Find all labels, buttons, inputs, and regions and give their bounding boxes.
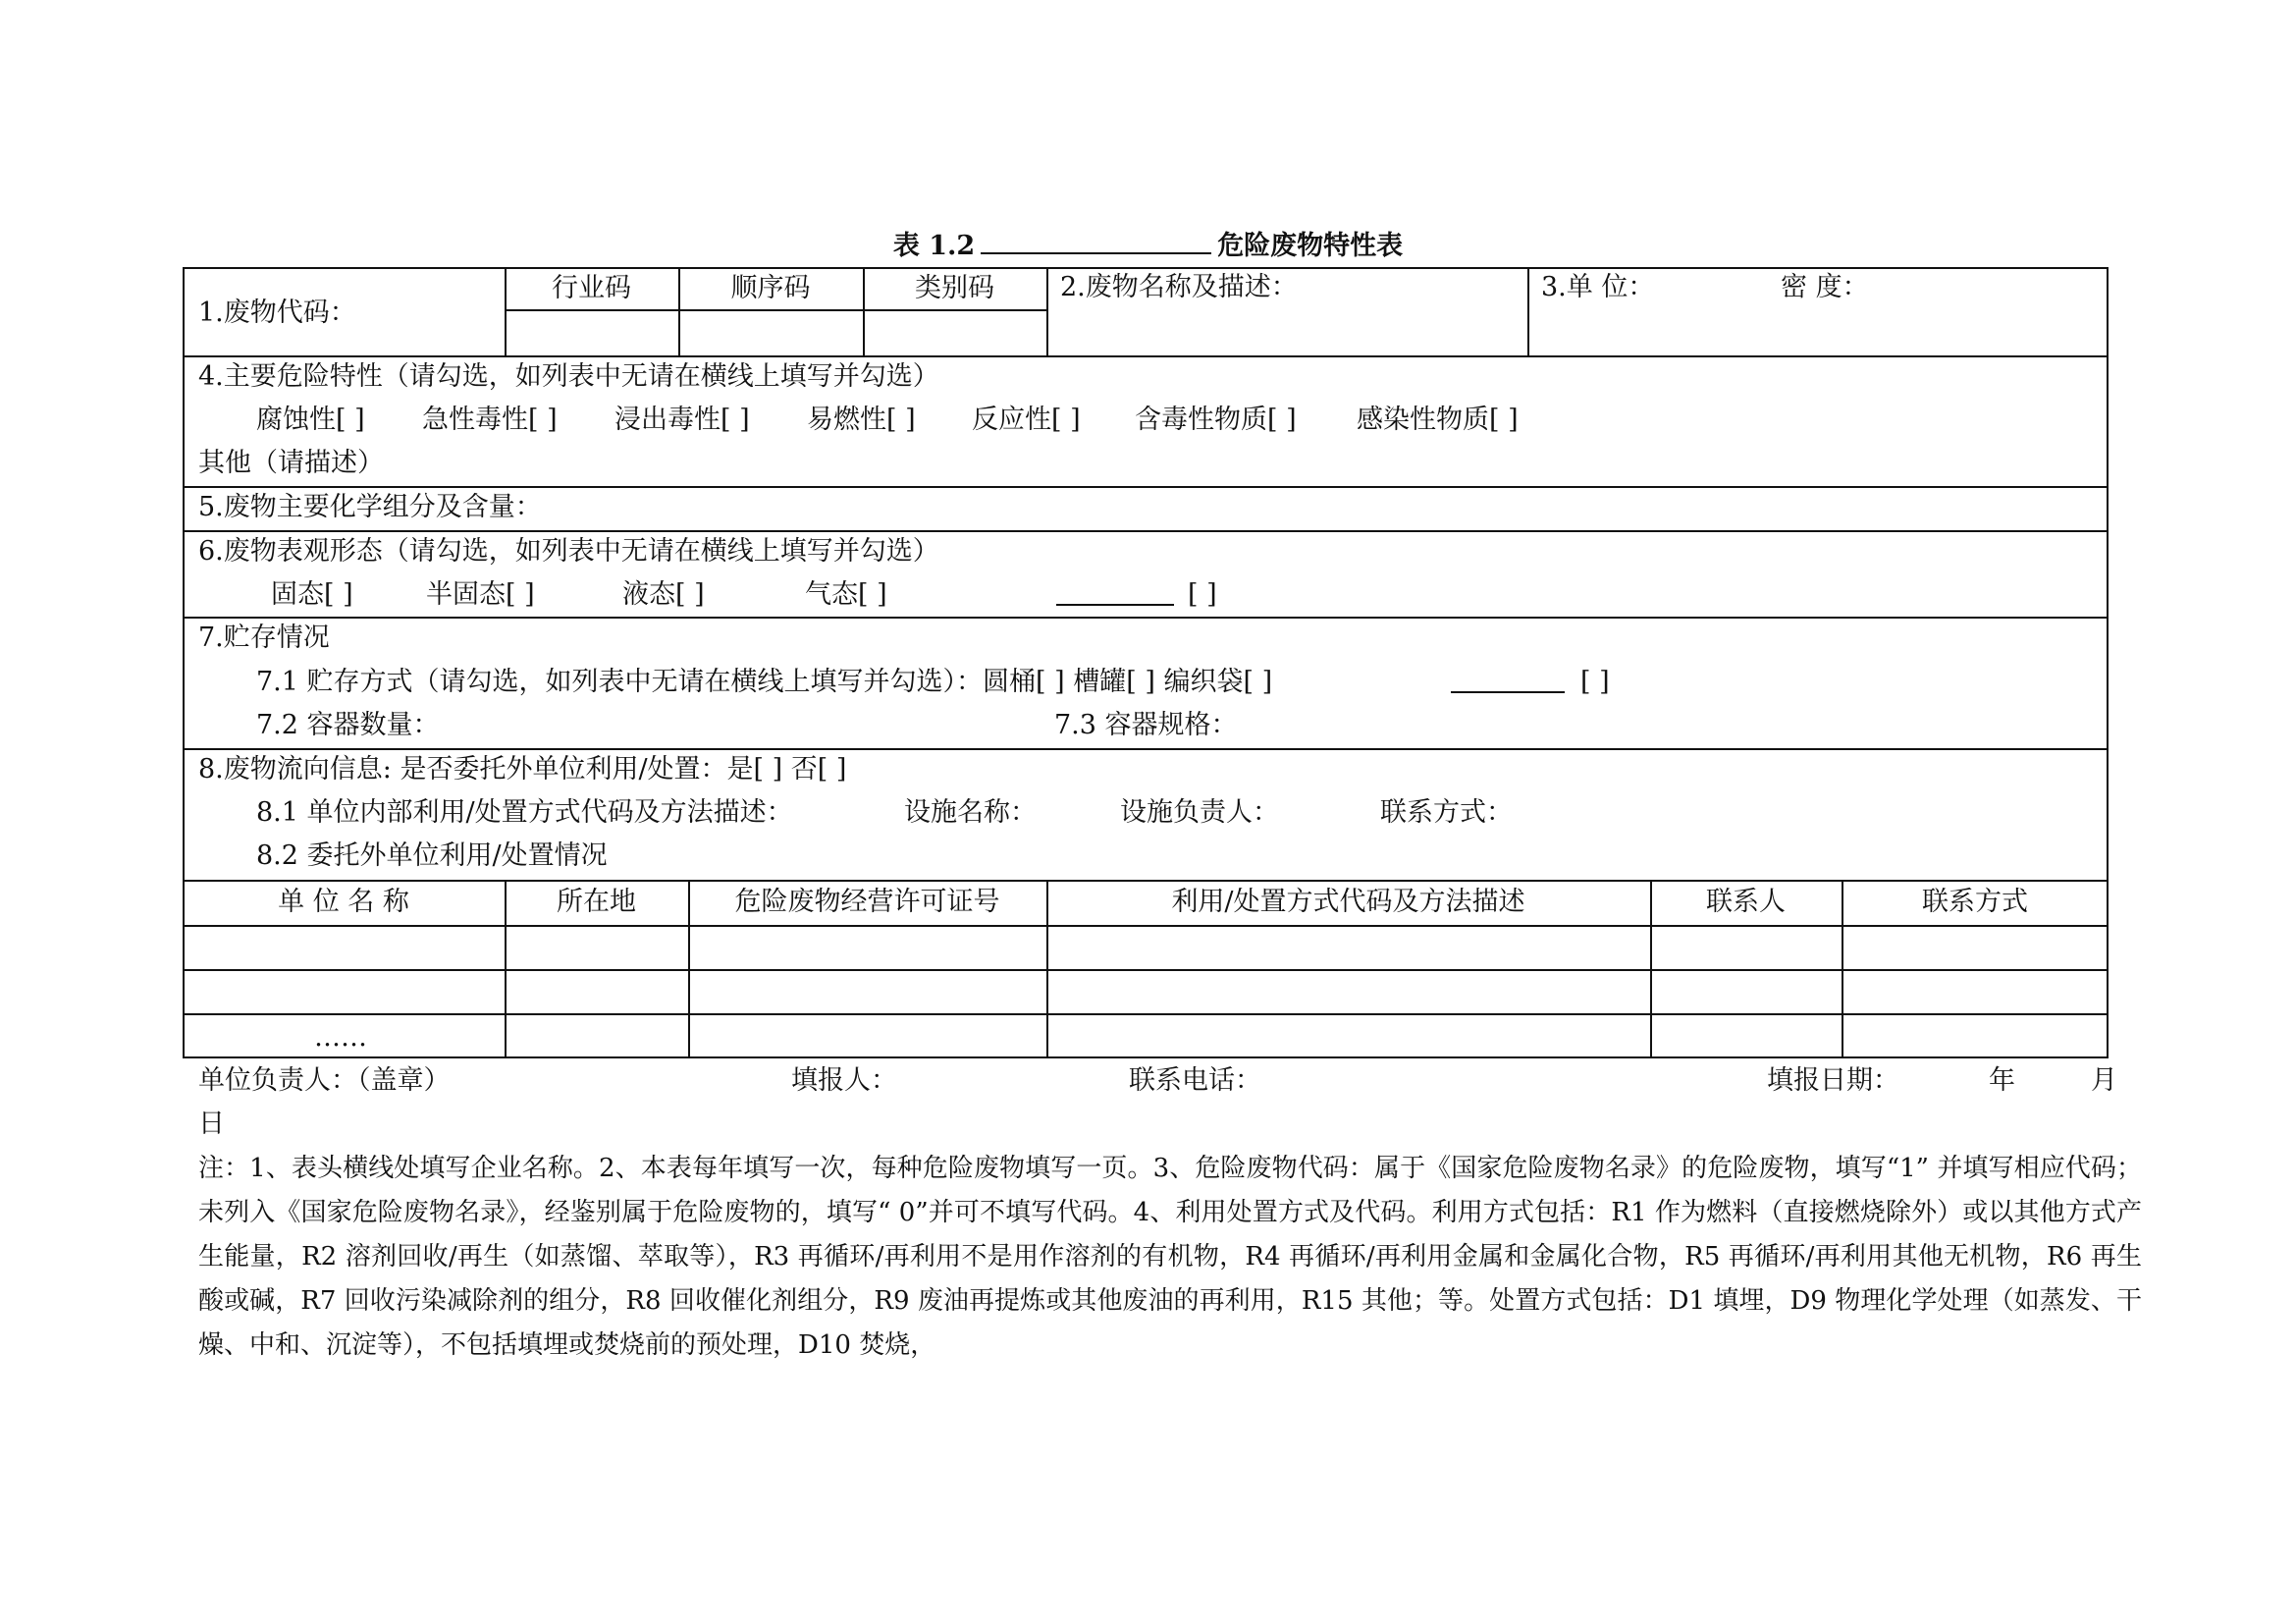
sequence-code-header: 顺序码	[730, 273, 811, 303]
storage-heading: 7.贮存情况	[198, 623, 330, 653]
hazard-option[interactable]: 反应性[ ]	[972, 405, 1081, 435]
form-option[interactable]: 气态[ ]	[805, 579, 887, 610]
outsourced-heading: 8.2 委托外单位利用/处置情况	[256, 840, 608, 871]
table-header: 危险废物经营许可证号	[734, 887, 1000, 917]
hazard-option[interactable]: 腐蚀性[ ]	[256, 405, 365, 435]
phone-label: 联系电话：	[1129, 1065, 1261, 1096]
storage-method-line: 7.1 贮存方式（请勾选，如列表中无请在横线上填写并勾选）：圆桶[ ] 槽罐[ ] 编织袋[ ]	[256, 667, 1273, 697]
hazard-option[interactable]: 易燃性[ ]	[807, 405, 916, 435]
form-option[interactable]: 固态[ ]	[271, 579, 353, 610]
table-header: 利用/处置方式代码及方法描述	[1171, 887, 1525, 917]
day-label: 日	[198, 1109, 225, 1139]
border-right	[2107, 267, 2109, 1058]
hazard-option[interactable]: 急性毒性[ ]	[422, 405, 558, 435]
form-other-checkbox[interactable]: [ ]	[1188, 579, 1217, 610]
row-line	[183, 355, 2109, 357]
storage-other-blank[interactable]	[1451, 668, 1565, 700]
border-top	[183, 267, 2109, 269]
density-label: 密 度：	[1781, 272, 1869, 302]
form-option[interactable]: 液态[ ]	[622, 579, 705, 610]
title-prefix: 表 1.2	[892, 231, 976, 261]
month-label: 月	[2091, 1065, 2117, 1096]
table-header: 联系人	[1706, 887, 1786, 917]
form-other-blank[interactable]	[1056, 580, 1174, 613]
container-spec-label: 7.3 容器规格：	[1054, 710, 1238, 740]
row-line	[183, 969, 2109, 971]
hazard-option[interactable]: 浸出毒性[ ]	[614, 405, 750, 435]
filler-label: 填报人：	[791, 1065, 897, 1096]
table-header: 单 位 名 称	[278, 887, 409, 917]
notes-paragraph: 注：1、表头横线处填写企业名称。2、本表每年填写一次，每种危险废物填写一页。3、危险废物代码：属于《国家危险废物名录》的危险废物，填写“1” 并填写相应代码；未列入《国家危险废物名录》，经鉴别属于危险废物的，填写“ 0”并可不填写代码。4、利用处置方式及代码。利用方式包括：R1 作为燃料（直接燃烧除外）或以其他方式产生能量，R2 溶剂回收/再生（如蒸馏、萃取等），R3 再循环/再利用不是用作溶剂的有机物，R4 再循环/再利用金属和金属化合物，R5 再循环/再利用其他无机物，R6 再生酸或碱，R7 回收污染减除剂的组分，R8 回收催化剂组分，R9 废油再提炼或其他废油的再利用，R15 其他；等。处置方式包括：D1 填埋，D9 物理化学处理（如蒸发、干燥、中和、沉淀等），不包括填埋或焚烧前的预处理，D10 焚烧，	[198, 1154, 2142, 1360]
waste-code-label: 1.废物代码：	[198, 298, 356, 328]
hazard-other: 其他（请描述）	[198, 448, 384, 478]
contact-label: 联系方式：	[1380, 797, 1513, 828]
chemical-composition-label: 5.废物主要化学组分及含量：	[198, 492, 542, 522]
head-signature-label: 单位负责人：（盖章）	[198, 1065, 451, 1096]
border-bottom	[183, 1056, 2109, 1058]
row-line	[183, 748, 2109, 750]
storage-other-checkbox[interactable]: [ ]	[1580, 667, 1610, 697]
col-line	[1527, 267, 1529, 355]
row-line	[183, 1013, 2109, 1015]
table-header: 所在地	[557, 887, 636, 917]
fill-date-label: 填报日期：	[1767, 1065, 1899, 1096]
company-name-blank[interactable]	[981, 229, 1211, 254]
form-heading: 6.废物表观形态（请勾选，如列表中无请在横线上填写并勾选）	[198, 536, 939, 567]
hazard-heading: 4.主要危险特性（请勾选，如列表中无请在横线上填写并勾选）	[198, 361, 939, 392]
title-suffix: 危险废物特性表	[1217, 231, 1404, 261]
hazard-option[interactable]: 感染性物质[ ]	[1357, 405, 1519, 435]
table-header: 联系方式	[1922, 887, 2028, 917]
row-line	[183, 925, 2109, 927]
facility-name-label: 设施名称：	[904, 797, 1037, 828]
row-line	[183, 486, 2109, 488]
row-line	[183, 880, 2109, 882]
category-code-header: 类别码	[915, 273, 994, 303]
hazard-option[interactable]: 含毒性物质[ ]	[1135, 405, 1297, 435]
unit-label: 3.单 位：	[1541, 272, 1655, 302]
form-option[interactable]: 半固态[ ]	[426, 579, 535, 610]
waste-name-label: 2.废物名称及描述：	[1060, 272, 1298, 302]
internal-method-label: 8.1 单位内部利用/处置方式代码及方法描述：	[256, 797, 793, 828]
form-table	[183, 267, 2109, 1056]
col-line	[1046, 267, 1048, 355]
row-line	[183, 617, 2109, 619]
waste-flow-heading: 8.废物流向信息: 是否委托外单位利用/处置：是[ ] 否[ ]	[198, 754, 847, 785]
facility-manager-label: 设施负责人：	[1120, 797, 1279, 828]
code-subline	[505, 309, 1046, 311]
industry-code-header: 行业码	[552, 273, 631, 303]
table-ellipsis: ……	[314, 1022, 367, 1053]
form-title	[0, 224, 2296, 262]
year-label: 年	[1989, 1065, 2015, 1096]
border-left	[183, 267, 185, 1058]
row-line	[183, 530, 2109, 532]
container-quantity-label: 7.2 容器数量：	[256, 710, 440, 740]
